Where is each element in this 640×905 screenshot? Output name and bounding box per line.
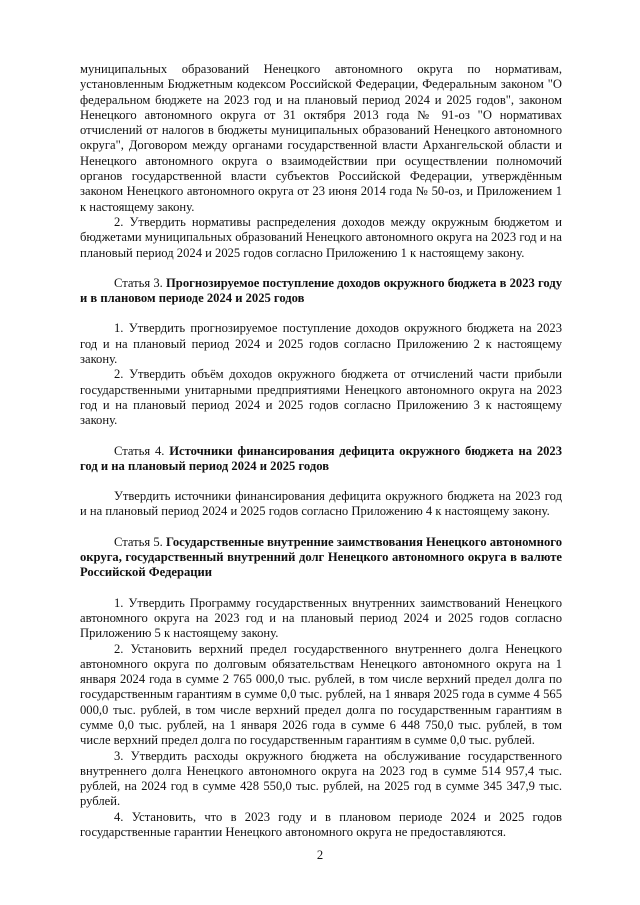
article-5-title: Государственные внутренние заимствования Ненецкого автономного округа, государственный внутренний долг Ненецкого автономного округа в валюте Российской Федерации (80, 534, 563, 580)
article-3-heading (80, 276, 562, 307)
article-5-item-2: 2. Установить верхний предел государственного внутреннего долга Ненецкого автономного округа по долговым обязательствам Ненецкого автономного округа на 1 января 2024 года в сумме 2 765 000,0 тыс. рублей, в том числе верхний предел долга по государственным гарантиям в сумме 0,0 тыс. рублей, на 1 января 2025 года в сумме 4 565 000,0 тыс. рублей, в том числе верхний предел долга по государственным гарантиям в сумме 0,0 тыс. рублей, на 1 января 2026 года в сумме 6 448 750,0 тыс. рублей, в том числе верхний предел долга по государственным гарантиям в сумме 0,0 тыс. рублей. (80, 641, 562, 748)
article-3-item-2: 2. Утвердить объём доходов окружного бюджета от отчислений части прибыли государственными унитарными предприятиями Ненецкого автономного округа на 2023 год и на плановый период 2024 и 2025 годов согласно Приложению 3 к настоящему закону. (80, 367, 562, 428)
article-3-item-1: 1. Утвердить прогнозируемое поступление доходов окружного бюджета на 2023 год и на плановый период 2024 и 2025 годов согласно Приложению 2 к настоящему закону. (80, 321, 562, 367)
article-5-item-4: 4. Установить, что в 2023 году и в плановом периоде 2024 и 2025 годов государственные гарантии Ненецкого автономного округа не предоставляются. (80, 809, 562, 840)
article-4-heading (80, 444, 562, 475)
article-5-heading (80, 535, 562, 581)
article-3-label: Статья 3. (114, 275, 163, 290)
article-4-label: Статья 4. (114, 443, 165, 458)
paragraph-item-2: 2. Утвердить нормативы распределения доходов между окружным бюджетом и бюджетами муниципальных образований Ненецкого автономного округа на 2023 год и на плановый период 2024 и 2025 годов согласно Приложению 1 к настоящему закону. (80, 214, 562, 260)
article-5-item-1: 1. Утвердить Программу государственных внутренних заимствований Ненецкого автономного округа на 2023 год и на плановый период 2024 и 2025 годов согласно Приложению 5 к настоящему закону. (80, 595, 562, 641)
article-5-item-3: 3. Утвердить расходы окружного бюджета на обслуживание государственного внутреннего долга Ненецкого автономного округа на 2023 год в сумме 514 957,4 тыс. рублей, на 2024 год в сумме 428 550,0 тыс. рублей, на 2025 год в сумме 345 347,9 тыс. рублей. (80, 748, 562, 809)
document-page (80, 62, 562, 840)
article-5-label: Статья 5. (114, 534, 163, 549)
article-4-title: Источники финансирования дефицита окружного бюджета на 2023 год и на плановый период 2024 и 2025 годов (80, 443, 563, 473)
article-3-title: Прогнозируемое поступление доходов окружного бюджета в 2023 году и в плановом периоде 2024 и 2025 годов (80, 275, 562, 306)
article-4-item-1: Утвердить источники финансирования дефицита окружного бюджета на 2023 год и на плановый период 2024 и 2025 годов согласно Приложению 4 к настоящему закону. (80, 489, 562, 519)
page-number: 2 (316, 848, 324, 862)
paragraph-continuation: муниципальных образований Ненецкого автономного округа по нормативам, установленным Бюджетным кодексом Российской Федерации, Федеральным законом "О федеральном бюджете на 2023 год и на плановый период 2024 и 2025 годов", законом Ненецкого автономного округа от 31 октября 2013 года № 91-оз "О нормативах отчислений от налогов в бюджеты муниципальных образований Ненецкого автономного округа", Договором между органами государственной власти Архангельской области и Ненецкого автономного округа о взаимодействии при осуществлении полномочий органов государственной власти субъектов Российской Федерации, утверждённым законом Ненецкого автономного округа от 23 июня 2014 года № 50-оз, и Приложением 1 к настоящему закону. (80, 62, 562, 214)
